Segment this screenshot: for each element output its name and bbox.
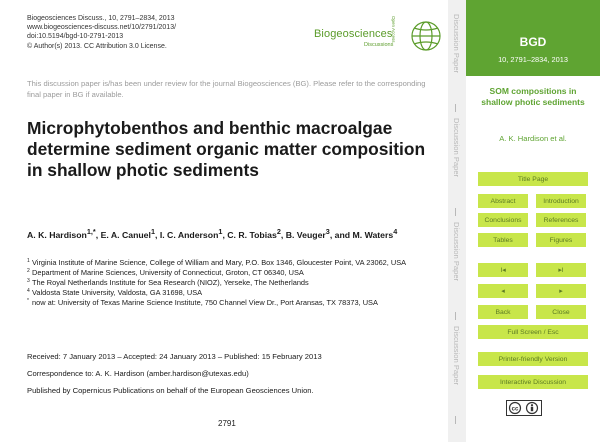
correspondence: Correspondence to: A. K. Hardison (amber.hardison@utexas.edu) — [27, 369, 249, 378]
publisher-note: Published by Copernicus Publications on behalf of the European Geosciences Union. — [27, 386, 314, 395]
affiliation: 1 Virginia Institute of Marine Science, College of William and Mary, P.O. Box 1346, Gloucester Point, VA 23062, USA — [27, 258, 407, 267]
journal-logo — [314, 12, 438, 62]
creative-commons-icon — [506, 400, 542, 416]
volume-ref: 10, 2791–2834, 2013 — [498, 55, 568, 64]
author: E. A. Canuel$^1$, — [100, 227, 160, 240]
conclusions-button[interactable]: Conclusions — [478, 213, 528, 227]
citation-line: © Author(s) 2013. CC Attribution 3.0 License. — [27, 42, 167, 50]
vertical-divider — [455, 208, 456, 216]
svg-text:cc: cc — [511, 406, 519, 413]
interactive-discussion-button[interactable]: Interactive Discussion — [478, 375, 588, 389]
paper-title: Microphytobenthos and benthic macroalgae determine sediment organic matter composition in shallow photic sediments — [27, 118, 426, 180]
sidebar-header — [466, 0, 600, 76]
author-list — [27, 226, 427, 241]
author: A. K. Hardison$^{1,*}$, — [27, 227, 101, 240]
last-page-button[interactable]: ▸I — [536, 263, 586, 277]
author: M. Waters$^4$ — [352, 227, 398, 240]
references-button[interactable]: References — [536, 213, 586, 227]
publication-dates: Received: 7 January 2013 – Accepted: 24 January 2013 – Published: 15 February 2013 — [27, 352, 322, 361]
vertical-divider — [455, 104, 456, 112]
full-screen-button[interactable]: Full Screen / Esc — [478, 325, 588, 339]
author: C. R. Tobias$^2$, — [227, 227, 286, 240]
author: I. C. Anderson$^1$, — [159, 227, 228, 240]
figures-button[interactable]: Figures — [536, 233, 586, 247]
vertical-label: Discussion Paper — [452, 14, 461, 74]
logo-name: Biogeosciences — [314, 28, 393, 40]
citation-line: doi:10.5194/bgd-10-2791-2013 — [27, 33, 124, 41]
tables-button[interactable]: Tables — [478, 233, 528, 247]
affiliation: 4 Valdosta State University, Valdosta, GA 31698, USA — [27, 287, 203, 297]
logo-open-access: Open Access — [391, 16, 396, 43]
vertical-label: Discussion Paper — [452, 222, 461, 282]
printer-friendly-button[interactable]: Printer-friendly Version — [478, 352, 588, 366]
first-page-button[interactable]: I◂ — [478, 263, 528, 277]
author: B. Veuger$^3$, and — [285, 227, 353, 240]
affiliation: 2 Department of Marine Sciences, University of Connecticut, Groton, CT 06340, USA — [27, 267, 304, 277]
page-number: 2791 — [218, 419, 236, 428]
citation-line[interactable]: www.biogeosciences-discuss.net/10/2791/2013/ — [27, 24, 177, 32]
affiliation: * now at: University of Texas Marine Science Institute, 750 Channel View Dr., Port Aransas, TX 78373, USA — [27, 297, 378, 307]
affiliation-list — [27, 258, 439, 308]
vertical-divider — [455, 416, 456, 424]
back-button[interactable]: Back — [478, 305, 528, 319]
citation-line: Biogeosciences Discuss., 10, 2791–2834, 2013 — [27, 15, 175, 22]
short-authors: A. K. Hardison et al. — [499, 134, 567, 143]
prev-page-button[interactable]: ◂ — [478, 284, 528, 298]
review-notice: This discussion paper is/has been under review for the journal Biogeosciences (BG). Please refer to the corresponding final paper in BG if available. — [27, 79, 426, 99]
vertical-divider — [455, 312, 456, 320]
citation-block — [27, 14, 176, 51]
close-button[interactable]: Close — [536, 305, 586, 319]
title-page-button[interactable]: Title Page — [478, 172, 588, 186]
vertical-label: Discussion Paper — [452, 118, 461, 178]
logo-sub: Discussions — [364, 42, 394, 48]
short-title: SOM compositions in shallow photic sediments — [481, 86, 585, 107]
vertical-label: Discussion Paper — [452, 326, 461, 386]
globe-icon — [408, 16, 444, 56]
next-page-button[interactable]: ▸ — [536, 284, 586, 298]
abstract-button[interactable]: Abstract — [478, 194, 528, 208]
affiliation: 3 The Royal Netherlands Institute for Sea Research (NIOZ), Yerseke, The Netherlands — [27, 277, 309, 287]
sidebar — [466, 0, 600, 442]
journal-abbrev: BGD — [519, 35, 547, 49]
introduction-button[interactable]: Introduction — [536, 194, 586, 208]
